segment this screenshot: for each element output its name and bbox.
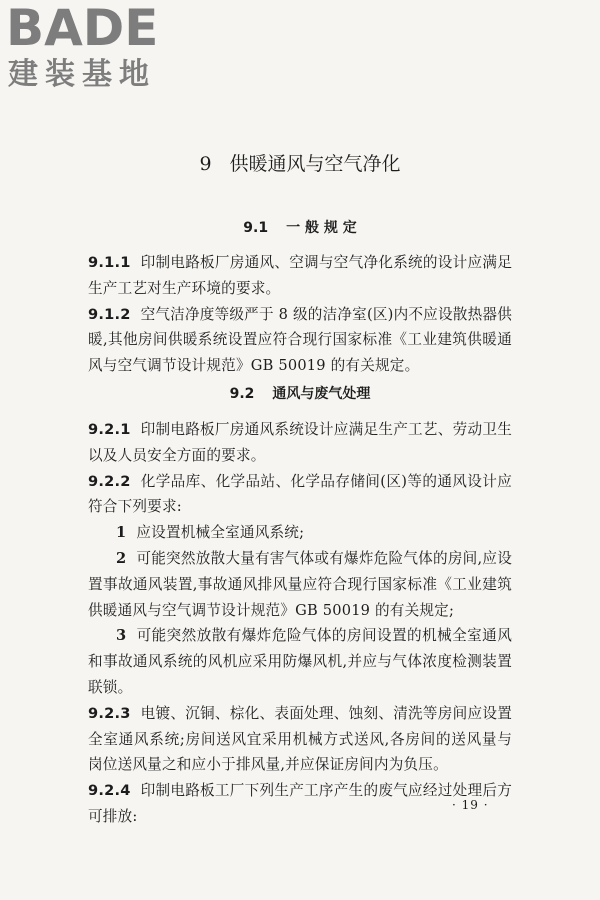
section-9-1-body <box>88 250 512 379</box>
clause-number: 9.2.2 <box>88 472 131 490</box>
chapter-number: 9 <box>199 153 212 175</box>
logo-chinese-name: 建装基地 <box>8 57 156 92</box>
list-item-2 <box>88 546 512 623</box>
clause-text: 印制电路板厂房通风系统设计应满足生产工艺、劳动卫生以及人员安全方面的要求。 <box>88 421 512 464</box>
section-9-2-body <box>88 417 512 830</box>
clause-9-1-1 <box>88 250 512 302</box>
clause-number: 9.2.3 <box>88 704 131 722</box>
clause-9-2-1 <box>88 417 512 469</box>
clause-number: 9.2.4 <box>88 782 131 800</box>
chapter-heading <box>0 150 600 178</box>
section-heading-9-2 <box>0 383 600 405</box>
logo-wordmark: BADE <box>6 0 159 57</box>
clause-number: 9.1.1 <box>88 254 131 271</box>
item-number: 1 <box>116 524 127 542</box>
clause-text: 化学品库、化学品站、化学品存储间(区)等的通风设计应符合下列要求: <box>88 472 512 516</box>
clause-number: 9.1.2 <box>88 305 131 323</box>
clause-text: 空气洁净度等级严于 8 级的洁净室(区)内不应设散热器供暖,其他房间供暖系统设置应符合现行国家标准《工业建筑供暖通风与空气调节设计规范》GB 50019 的有关规定。 <box>88 305 512 375</box>
page-number: · 19 · <box>452 798 489 812</box>
clause-number: 9.2.1 <box>88 421 131 438</box>
clause-9-2-2 <box>88 469 512 521</box>
section-number: 9.2 <box>229 386 255 402</box>
section-heading-9-1 <box>0 217 600 239</box>
section-title: 通风与废气处理 <box>272 386 371 402</box>
item-text: 应设置机械全室通风系统; <box>136 524 305 542</box>
clause-9-2-3 <box>88 701 512 778</box>
item-text: 可能突然放散大量有害气体或有爆炸危险气体的房间,应设置事故通风装置,事故通风排风量应符合现行国家标准《工业建筑供暖通风与空气调节设计规范》GB 50019 的有关规定; <box>88 549 512 619</box>
item-text: 可能突然放散有爆炸危险气体的房间设置的机械全室通风和事故通风系统的风机应采用防爆风机,并应与气体浓度检测装置联锁。 <box>88 627 512 696</box>
list-item-3 <box>88 623 512 700</box>
clause-text: 印制电路板工厂下列生产工序产生的废气应经过处理后方可排放: <box>88 782 512 825</box>
clause-9-1-2 <box>88 302 512 379</box>
logo <box>6 2 158 92</box>
section-title: 一 般 规 定 <box>286 220 357 236</box>
clause-text: 印制电路板厂房通风、空调与空气净化系统的设计应满足生产工艺对生产环境的要求。 <box>88 254 512 297</box>
item-number: 2 <box>116 549 127 567</box>
section-number: 9.1 <box>243 220 269 236</box>
clause-9-2-4 <box>88 778 512 830</box>
clause-text: 电镀、沉铜、棕化、表面处理、蚀刻、清洗等房间应设置全室通风系统;房间送风宜采用机械方式送风,各房间的送风量与岗位送风量之和应小于排风量,并应保证房间内为负压。 <box>88 704 512 774</box>
item-number: 3 <box>116 627 127 645</box>
chapter-title: 供暖通风与空气净化 <box>229 153 401 175</box>
list-item-1 <box>88 520 512 546</box>
